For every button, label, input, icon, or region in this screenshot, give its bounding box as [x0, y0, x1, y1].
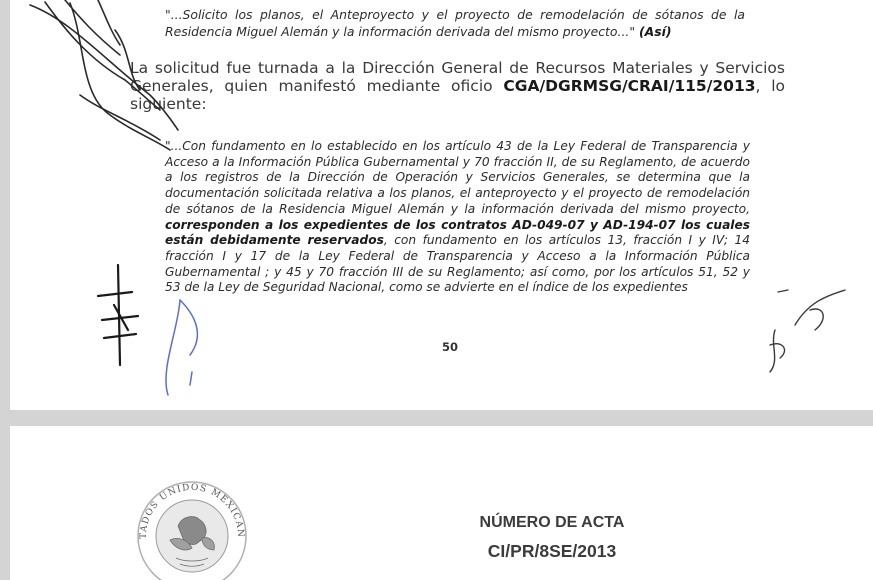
body-paragraph	[130, 59, 785, 113]
signature-bottom-left	[98, 265, 138, 365]
response-quote	[165, 139, 750, 296]
response-quote-text-1: "...Con fundamento en lo establecido en los artículo 43 de la Ley Federal de Transparencia y Acceso a la Información Pública Gubernamental y 70 fracción II, de su Reglamento, de acuerdo a los registros de la Dirección de Operación y Servicios Generales, se determina que la documentación solicitada relativa a los planos, el anteproyecto y el proyecto de remodelación de sótanos de la Residencia Miguel Alemán y la información derivada del mismo proyecto,	[165, 139, 750, 216]
document-page-header	[10, 426, 873, 580]
response-quote-bold: corresponden a los expedientes de los contratos AD-049-07 y AD-194-07 los cuales están debidamente reservados	[165, 217, 750, 248]
page-number: 50	[442, 340, 459, 354]
signature-blue	[166, 300, 197, 395]
body-paragraph-text: La solicitud fue turnada a la Dirección General de Recursos Materiales y Servicios Generales, quien manifestó mediante oficio	[130, 59, 785, 95]
signature-right	[770, 290, 845, 372]
request-quote-emphasis: (Así)	[638, 24, 672, 39]
request-quote	[165, 6, 745, 40]
seal-icon	[128, 466, 256, 580]
body-paragraph-tail: , lo siguiente:	[130, 77, 785, 113]
acta-number: CI/PR/8SE/2013	[487, 541, 617, 561]
response-quote-text-2: , con fundamento en los artículos 13, fracción I y IV; 14 fracción I y 17 de la Ley Federal de Transparencia y Acceso a la Información Pública Gubernamental ; y 45 y 70 fracción III de su Reglamento; así como, por los artículos 51, 52 y 53 de la Ley de Seguridad Nacional, como se advierte en el índice de los expedientes	[165, 233, 751, 295]
acta-title: NÚMERO DE ACTA	[479, 514, 625, 531]
oficio-number: CGA/DGRMSG/CRAI/115/2013	[503, 77, 756, 95]
request-quote-text: "...Solicito los planos, el Anteproyecto y el proyecto de remodelación de sótanos de la Residencia Miguel Alemán y la información derivada del mismo proyecto..."	[165, 7, 745, 39]
seal-text: TADOS UNIDOS MEXICAN	[138, 482, 246, 540]
mexican-coat-of-arms-seal	[128, 466, 256, 580]
document-page-50	[10, 0, 873, 410]
